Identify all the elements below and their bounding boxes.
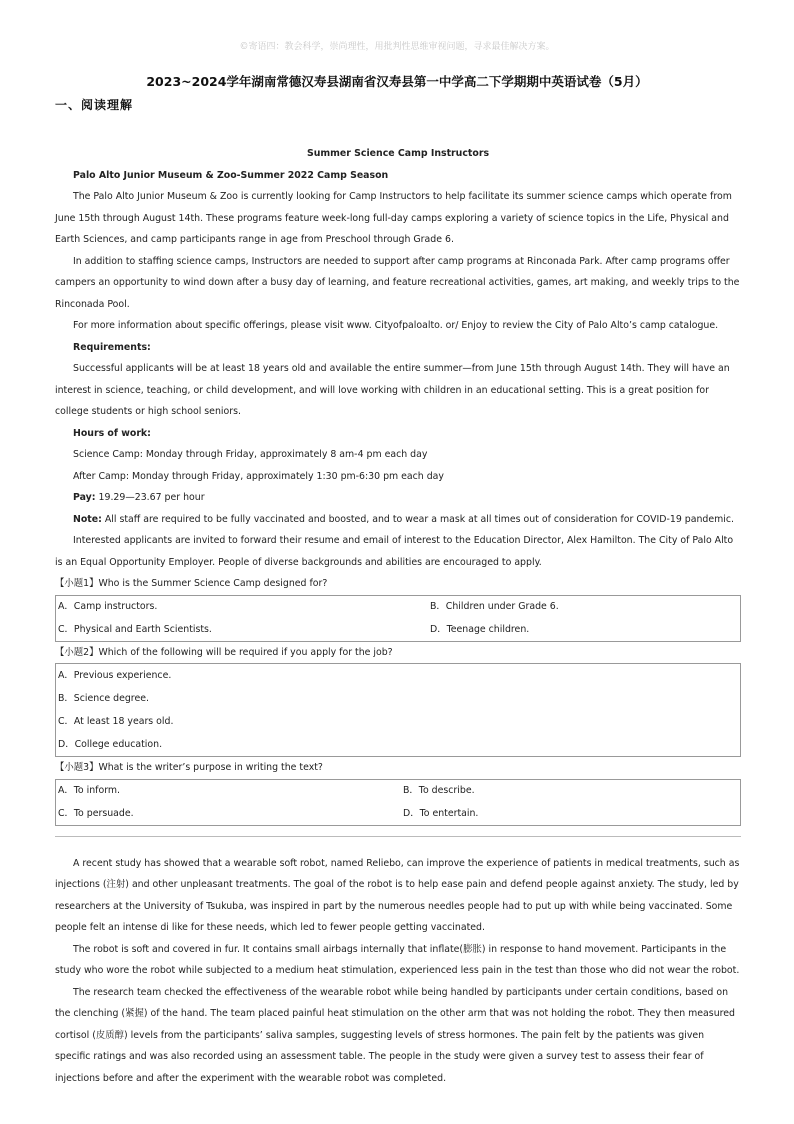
question-stem: 【小题2】Which of the following will be required if you apply for the job?: [55, 646, 393, 658]
paragraph: Interested applicants are invited to forward their resume and email of interest to the Education Director, Alex Hamilton. The City of Palo Alto is an Equal Opportunity Employer. People of diverse backgrounds and abilities are encouraged to apply.: [55, 535, 734, 568]
options-box: [55, 595, 741, 642]
question-stem: 【小题1】Who is the Summer Science Camp designed for?: [55, 578, 328, 589]
note-line: [55, 509, 741, 531]
hours-line: Science Camp: Monday through Friday, approximately 8 am-4 pm each day: [73, 449, 428, 460]
option-b[interactable]: B．Children under Grade 6.: [430, 601, 559, 612]
options-box: [55, 779, 741, 826]
option-a[interactable]: A．Camp instructors.: [58, 601, 158, 612]
pay-label: Pay:: [73, 492, 96, 503]
option-b[interactable]: B．Science degree.: [58, 692, 149, 704]
page-title: 2023~2024学年湖南常德汉寿县湖南省汉寿县第一中学高二下学期期中英语试卷（5月）: [146, 74, 648, 89]
option-d[interactable]: D．To entertain.: [403, 807, 479, 819]
paragraph: The research team checked the effectiveness of the wearable robot while being handled by participants under certain conditions, based on the clenching (紧握) of the hand. The team placed painful heat stimulation on the other arm that was not holding the robot. They then measured cortisol (皮质醇) levels from the participants’ saliva samples, suggesting levels of stress hormones. The pain felt by the patients was given specific ratings and was also recorded using an assessment table. The people in the study were given a survey test to assess their fear of injections before and after the experiment with the wearable robot was completed.: [55, 986, 735, 1084]
option-d[interactable]: D．Teenage children.: [430, 623, 530, 635]
question-stem: 【小题3】What is the writer’s purpose in writing the text?: [55, 762, 323, 773]
passage-heading: Summer Science Camp Instructors: [306, 148, 490, 159]
requirements-label: Requirements:: [73, 341, 151, 353]
pay-value: 19.29—23.67 per hour: [95, 492, 205, 503]
note-label: Note:: [73, 513, 102, 525]
note-text: All staff are required to be fully vaccinated and boosted, and to wear a mask at all times out of consideration for COVID-19 pandemic.: [101, 513, 735, 525]
paragraph: Successful applicants will be at least 18 years old and available the entire summer—from June 15th through August 14th. They will have an interest in science, teaching, or child development, and will love working with children in an educational setting. This is a great position for college students or high school seniors.: [55, 363, 730, 417]
hours-label: Hours of work:: [73, 427, 151, 439]
options-box: [55, 663, 741, 757]
hours-line: After Camp: Monday through Friday, approximately 1:30 pm-6:30 pm each day: [73, 470, 444, 482]
paragraph: The Palo Alto Junior Museum & Zoo is currently looking for Camp Instructors to help facilitate its summer science camps which operate from June 15th through August 14th. These programs feature week-long full-day camps exploring a variety of science topics in the Life, Physical and Earth Sciences, and camp participants range in age from Preschool through Grade 6.: [55, 191, 732, 245]
option-d[interactable]: D．College education.: [58, 738, 163, 750]
pay-line: [55, 487, 741, 509]
option-b[interactable]: B．To describe.: [403, 785, 475, 796]
watermark: ©寄语四：教会科学，崇尚理性，用批判性思维审视问题，寻求最佳解决方案。: [239, 42, 555, 52]
option-c[interactable]: C．Physical and Earth Scientists.: [58, 623, 212, 635]
passage-1: [55, 143, 741, 1089]
paragraph: In addition to staffing science camps, Instructors are needed to support after camp programs at Rinconada Park. After camp programs offer campers an opportunity to wind down after a busy day of learning, and feature recreational activities, games, art making, and weekly trips to the Rinconada Pool.: [55, 255, 740, 310]
divider: [55, 836, 741, 837]
option-c[interactable]: C．To persuade.: [58, 807, 134, 819]
passage-subheading: Palo Alto Junior Museum & Zoo-Summer 2022 Camp Season: [73, 169, 389, 181]
paragraph: The robot is soft and covered in fur. It contains small airbags internally that inflate(膨胀) in response to hand movement. Participants in the study who wore the robot while subjected to a medium heat stimulation, experienced less pain in the test than those who did not wear the robot.: [55, 943, 740, 976]
section-heading: 一、阅读理解: [55, 98, 134, 112]
option-a[interactable]: A．Previous experience.: [58, 669, 172, 681]
option-a[interactable]: A．To inform.: [58, 785, 121, 796]
paragraph: For more information about specific offerings, please visit www. Cityofpaloalto. or/ Enjoy to review the City of Palo Alto’s camp catalogue.: [73, 320, 719, 331]
paragraph: A recent study has showed that a wearable soft robot, named Reliebo, can improve the experience of patients in medical treatments, such as injections (注射) and other unpleasant treatments. The goal of the robot is to help ease pain and defend people against anxiety. The study, led by researchers at the University of Tsukuba, was inspired in part by the numerous needles people had to put up with while being vaccinated. Some people felt an intense di like for these needs, which led to fewer people getting vaccinated.: [55, 857, 740, 933]
option-c[interactable]: C．At least 18 years old.: [58, 715, 174, 727]
